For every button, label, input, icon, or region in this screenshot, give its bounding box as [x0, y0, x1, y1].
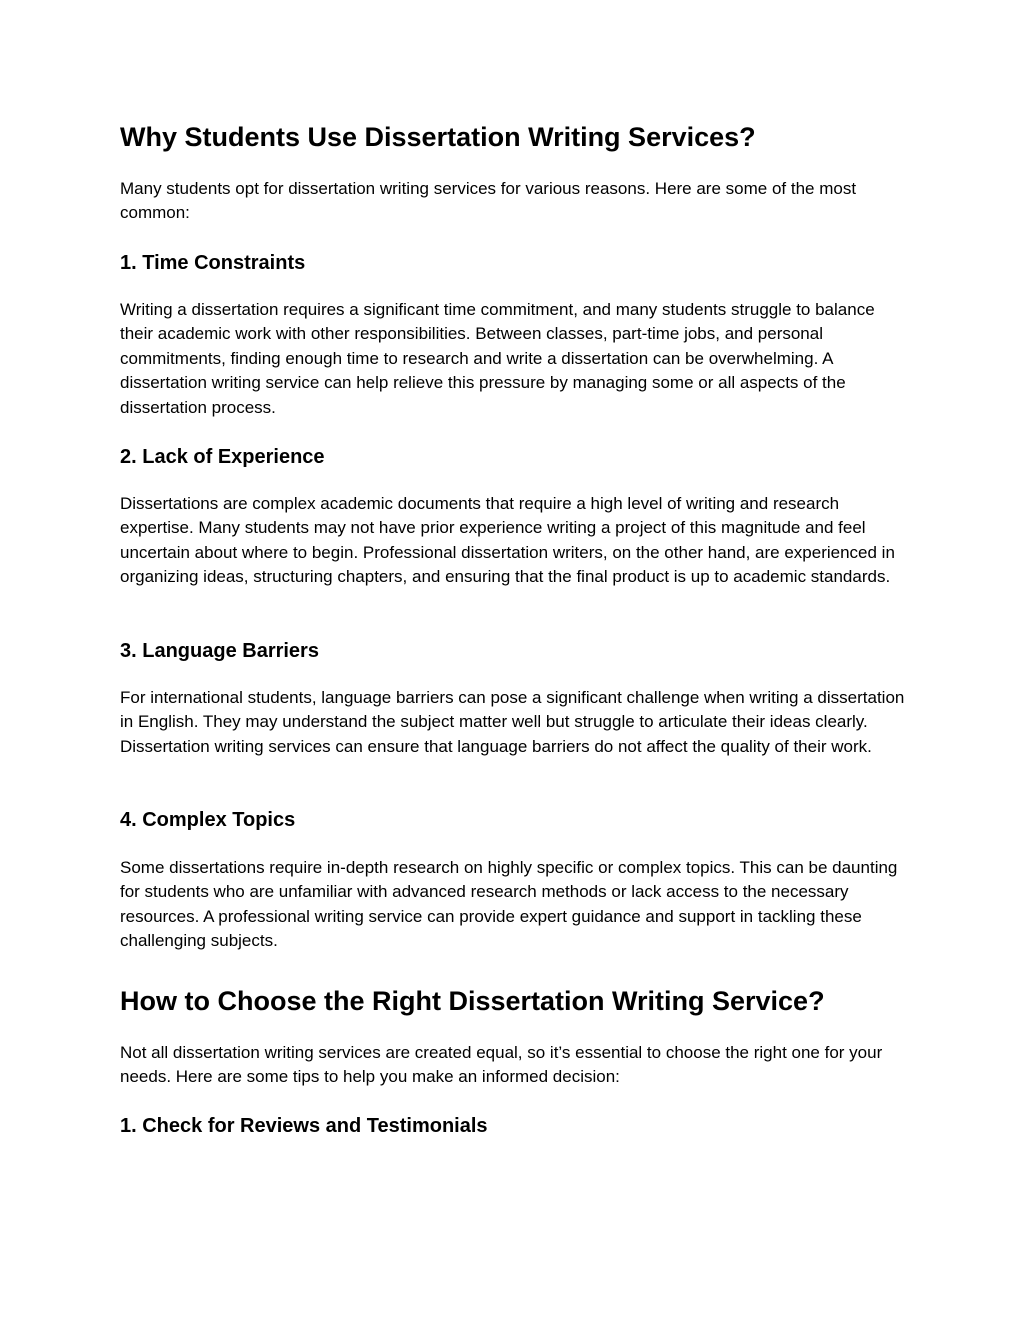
reason-paragraph-lack-of-experience: Dissertations are complex academic documents that require a high level of writing and research expertise. Many students may not have prior experience writing a project of this magnitude and feel uncertain about where to begin. Professional dissertation writers, on the other hand, are experienced in organizing ideas, structuring chapters, and ensuring that the final product is up to academic standards. — [120, 494, 895, 587]
reason-heading-language-barriers: 3. Language Barriers — [120, 640, 319, 662]
tip-heading-reviews: 1. Check for Reviews and Testimonials — [120, 1115, 488, 1137]
reason-paragraph-time-constraints: Writing a dissertation requires a significant time commitment, and many students struggle to balance their academic work with other responsibilities. Between classes, part-time jobs, and personal commitments, finding enough time to research and write a dissertation can be overwhelming. A dissertation writing service can help relieve this pressure by managing some or all aspects of the dissertation process. — [120, 300, 875, 417]
section-title-how-to-choose: How to Choose the Right Dissertation Writing Service? — [120, 986, 825, 1016]
reason-heading-complex-topics: 4. Complex Topics — [120, 809, 296, 831]
section-intro-paragraph-choose: Not all dissertation writing services are created equal, so it’s essential to choose the right one for your needs. Here are some tips to help you make an informed decision: — [120, 1043, 883, 1087]
reason-heading-time-constraints: 1. Time Constraints — [120, 252, 306, 274]
reason-paragraph-complex-topics: Some dissertations require in-depth research on highly specific or complex topics. This can be daunting for students who are unfamiliar with advanced research methods or lack access to the necessary resources. A professional writing service can provide expert guidance and support in tackling these challenging subjects. — [120, 858, 898, 951]
section-title-why-students: Why Students Use Dissertation Writing Services? — [120, 122, 756, 152]
reason-paragraph-language-barriers: For international students, language barriers can pose a significant challenge when writing a dissertation in English. They may understand the subject matter well but struggle to articulate their ideas clearly. Dissertation writing services can ensure that language barriers do not affect the quality of their work. — [120, 688, 905, 756]
section-intro-paragraph: Many students opt for dissertation writing services for various reasons. Here are some of the most common: — [120, 179, 857, 223]
reason-heading-lack-of-experience: 2. Lack of Experience — [120, 446, 325, 468]
